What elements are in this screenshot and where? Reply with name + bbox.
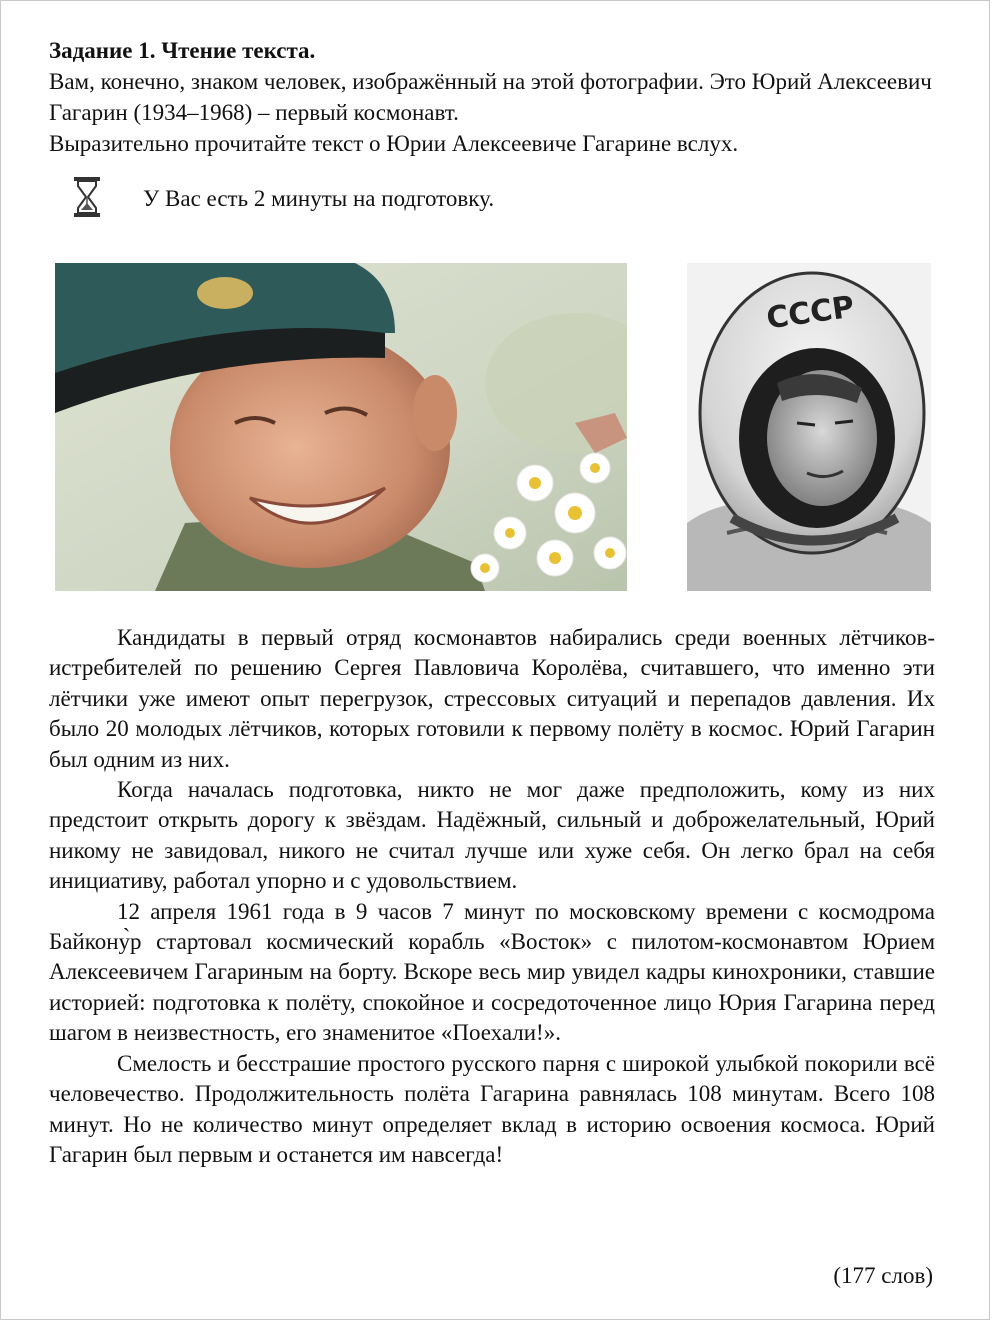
word-count: (177 слов) — [833, 1263, 933, 1288]
paragraph: 12 апреля 1961 года в 9 часов 7 минут по московскому времени с космодрома Байкону̀р стартовал космический корабль «Восток» с пилотом-космонавтом Юрием Алексеевичем Гагариным на борту. Вскоре весь мир увидел кадры кинохроники, ставшие историей: подготовка к полёту, спокойное и сосредоточенное лицо Юрия Гагарина перед шагом в неизвестность, его знаменитое «Поехали!». — [49, 898, 935, 1046]
paragraph: Когда началась подготовка, никто не мог даже предположить, кому из них предстоит открыть дорогу к звёздам. Надёжный, сильный и доброжелательный, Юрий никому не завидовал, никого не считал лучше или хуже себя. Он легко брал на себя инициативу, работал упорно и с удовольствием. — [49, 777, 935, 894]
photo-gagarin-smiling — [55, 263, 627, 591]
paragraph: Кандидаты в первый отряд космонавтов набирались среди военных лётчиков-истребителей по решению Сергея Павловича Королёва, считавшего, что именно эти лётчики уже имеют опыт перегрузок, стрессовых ситуаций и перепадов давления. Их было 20 молодых лётчиков, которых готовили к первому полёту в космос. Юрий Гагарин был одним из них. — [49, 625, 935, 772]
hourglass-icon — [71, 175, 103, 224]
timer-row — [71, 177, 494, 221]
task-title: Задание 1. Чтение текста. — [49, 38, 316, 63]
task-instruction: Выразительно прочитайте текст о Юрии Алексеевиче Гагарине вслух. — [49, 131, 739, 156]
preparation-time-note: У Вас есть 2 минуты на подготовку. — [143, 186, 495, 211]
helmet-lettering: СССР — [764, 289, 857, 337]
task-header — [49, 35, 949, 159]
task-intro: Вам, конечно, знаком человек, изображённый на этой фотографии. Это Юрий Алексеевич Гагарин (1934–1968) – первый космонавт. — [49, 69, 932, 125]
paragraph: Смелость и бесстрашие простого русского парня с широкой улыбкой покорили всё человечество. Продолжительность полёта Гагарина равнялась 108 минутам. Всего 108 минут. Но не количество минут определяет вклад в историю освоения космоса. Юрий Гагарин был первым и останется им навсегда! — [49, 1050, 935, 1167]
reading-text — [49, 623, 935, 1170]
photo-gagarin-helmet — [687, 263, 931, 591]
